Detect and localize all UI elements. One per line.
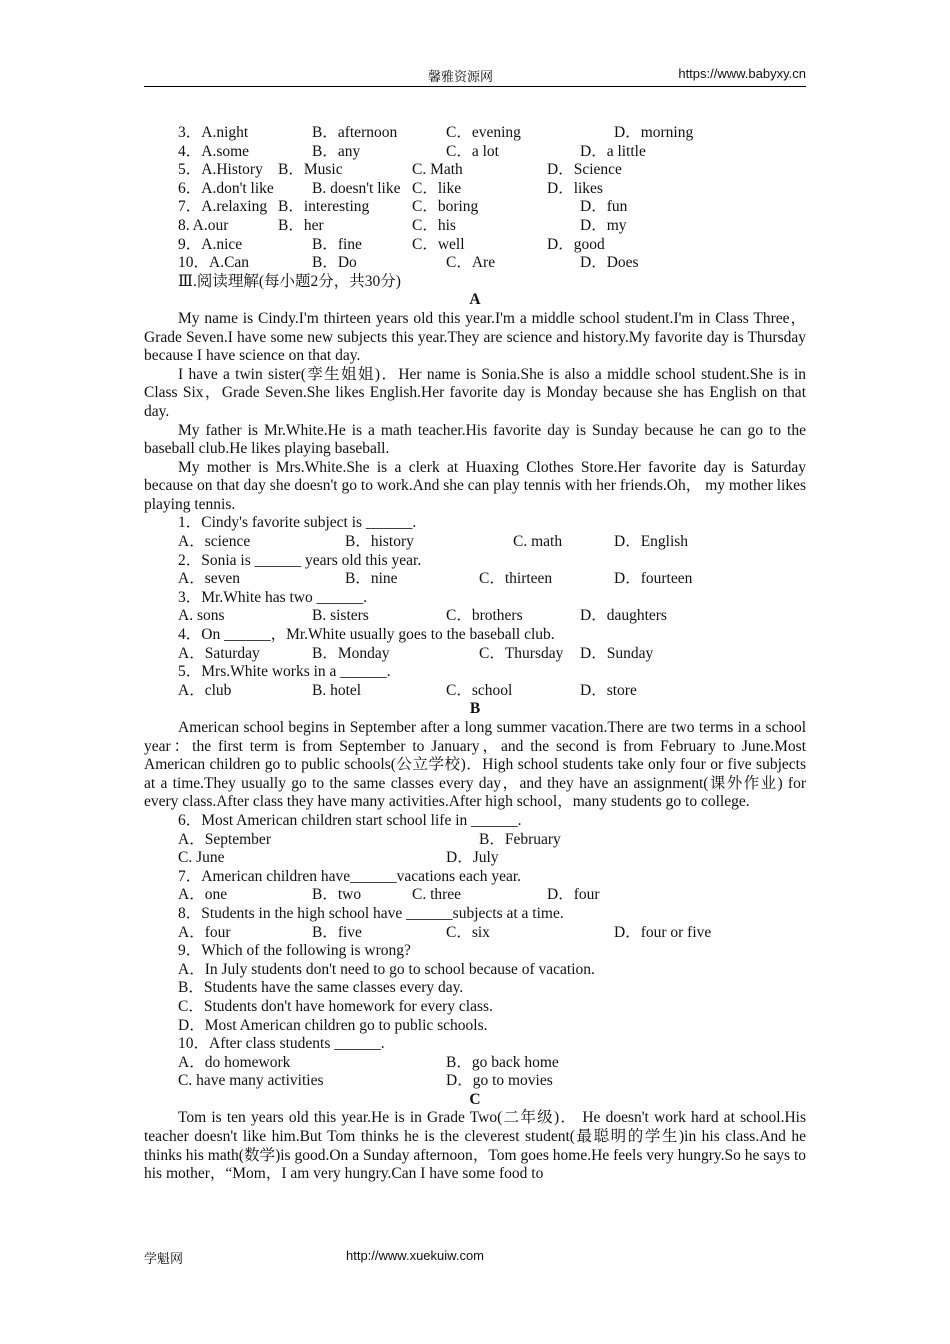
question: 9．Which of the following is wrong? [178, 942, 411, 960]
passage-paragraph: My name is Cindy.I'm thirteen years old this year.I'm a middle school student.I'm in Class Three，Grade Seven.I have some new subjects this year.They are science and history.My favorite day is Thursday because I have science on that day. [144, 309, 806, 365]
option-row: A．four B．five C．six D．four or five [178, 923, 712, 941]
option-row: A．do homework B．go back home [178, 1053, 559, 1071]
header-url[interactable]: https://www.babyxy.cn [678, 66, 806, 81]
question: 7．American children have______vacations each year. [178, 867, 522, 885]
option-row: A．seven B．nine C．thirteen D．fourteen [178, 570, 693, 588]
option-row: 10．A.Can B．Do C．Are D．Does [178, 254, 639, 272]
footer-site-name: 学魁网 [144, 1251, 184, 1266]
option-row: 5．A.History B．Music C. Math D．Science [178, 161, 622, 179]
option-row: 4．A.some B．any C．a lot D．a little [178, 142, 646, 160]
question: 10．After class students ______. [178, 1035, 385, 1053]
option-row: A．September B．February [178, 830, 561, 848]
option-row: 7．A.relaxing B．interesting C．boring D．fun [178, 198, 628, 216]
question: 4．On ______，Mr.White usually goes to the baseball club. [178, 626, 555, 644]
option-row: C. June D．July [178, 849, 499, 867]
section-title: Ⅲ.阅读理解(每小题2分，共30分) [178, 272, 401, 290]
passage-paragraph: My mother is Mrs.White.She is a clerk at Huaxing Clothes Store.Her favorite day is Saturday because on that day she doesn't go to work.And she can play tennis with her friends.Oh， my mother likes playing tennis. [144, 458, 806, 513]
header-site-name: 馨雅资源网 [428, 69, 494, 84]
option-row: A．science B．history C. math D．English [178, 533, 689, 551]
passage-paragraph: My father is Mr.White.He is a math teacher.His favorite day is Sunday because he can go to the baseball club.He likes playing baseball. [144, 421, 806, 458]
option-row: A．In July students don't need to go to school because of vacation. [178, 960, 595, 978]
question: 1．Cindy's favorite subject is ______. [178, 514, 417, 532]
header-divider [144, 86, 806, 87]
option-row: A．one B．two C. three D．four [178, 886, 600, 904]
passage-label-a: A [469, 291, 481, 309]
page-header [0, 66, 950, 86]
option-row: 8. A.our B．her C．his D．my [178, 216, 627, 234]
option-row: B．Students have the same classes every day. [178, 979, 464, 997]
question: 5．Mrs.White works in a ______. [178, 663, 391, 681]
option-row: A. sons B. sisters C．brothers D．daughters [178, 607, 667, 625]
option-row: C. have many activities D．go to movies [178, 1072, 553, 1090]
passage-label-b: B [469, 700, 481, 718]
option-row: A．club B. hotel C．school D．store [178, 681, 637, 699]
option-row: 6．A.don't like B. doesn't like C．like D．likes [178, 179, 603, 197]
question: 8．Students in the high school have ______subjects at a time. [178, 904, 564, 922]
passage-paragraph: American school begins in September after a long summer vacation.There are two terms in a school year：the first term is from September to January，and the second is from February to June.Most American children go to public schools(公立学校)．High school students take only four or five subjects at a time.They usually go to the same classes every day，and they have an assignment(课外作业) for every class.After class they have many activities.After high school，many students go to college. [144, 719, 806, 811]
passage-paragraph: Tom is ten years old this year.He is in Grade Two(二年级)． He doesn't work hard at school.His teacher doesn't like him.But Tom thinks he is the cleverest student(最聪明的学生)in his class.And he thinks his math(数学)is good.On a Sunday afternoon，Tom goes home.He feels very hungry.So he says to his mother，“Mom，I am very hungry.Can I have some food to [144, 1109, 806, 1183]
passage-label-c: C [469, 1090, 481, 1108]
option-row: 9．A.nice B．fine C．well D．good [178, 235, 605, 253]
question: 3．Mr.White has two ______. [178, 588, 367, 606]
page-footer [144, 1248, 484, 1267]
document-body [144, 124, 806, 1184]
option-row: A．Saturday B．Monday C．Thursday D．Sunday [178, 644, 654, 662]
question: 6．Most American children start school life in ______. [178, 811, 522, 829]
passage-paragraph: I have a twin sister(孪生姐姐)．Her name is Sonia.She is also a middle school student.She is in Class Six，Grade Seven.She likes English.Her favorite day is Monday because she has English on that day. [144, 365, 806, 420]
footer-url[interactable]: http://www.xuekuiw.com [346, 1248, 484, 1263]
option-row: D．Most American children go to public schools. [178, 1016, 488, 1034]
question: 2．Sonia is ______ years old this year. [178, 551, 422, 569]
option-row: 3．A.night B．afternoon C．evening D．morning [178, 124, 694, 141]
option-row: C．Students don't have homework for every class. [178, 997, 493, 1015]
